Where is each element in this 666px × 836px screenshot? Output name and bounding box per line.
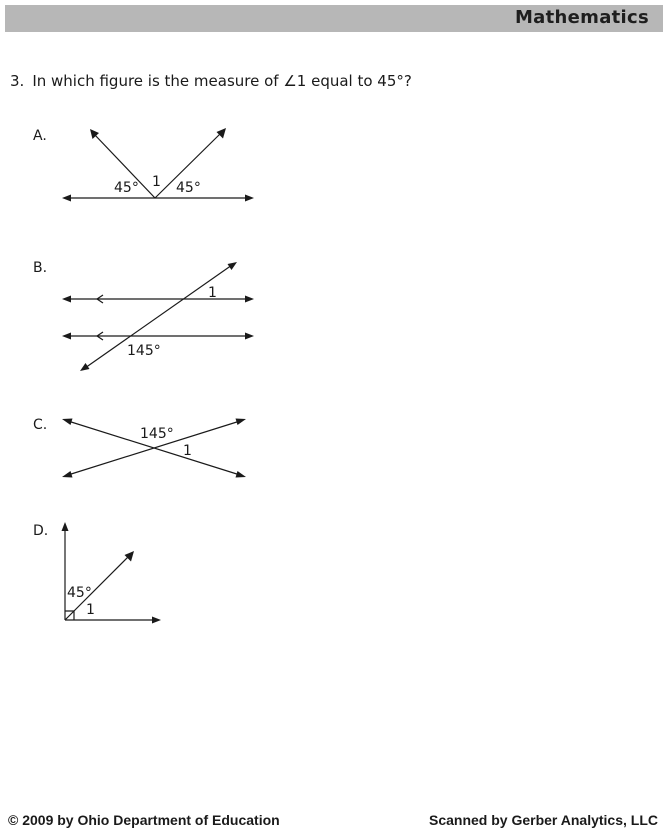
subject-title: Mathematics [514, 7, 649, 28]
figure-a-right-angle-label: 45° [176, 180, 201, 196]
figure-d-given-angle-label: 45° [67, 585, 92, 601]
figure-d-angle-1-label: 1 [86, 602, 95, 618]
question-number: 3. [10, 72, 25, 90]
choice-b-letter: B. [33, 260, 48, 276]
figure-d-arrowhead-up-right [125, 551, 135, 562]
figure-d-arrowhead-up [62, 522, 69, 531]
figure-d-arrowhead-right [152, 617, 161, 624]
choice-a-letter: A. [33, 128, 47, 144]
figure-a-angle-1-label: 1 [152, 174, 161, 190]
choice-c-letter: C. [33, 417, 48, 433]
choice-d-letter: D. [33, 523, 49, 539]
figure-b-given-angle-label: 145° [127, 343, 161, 359]
figure-c-given-angle-label: 145° [140, 426, 174, 442]
figure-a-left-angle-label: 45° [114, 180, 139, 196]
figure-b-angle-1-label: 1 [208, 285, 217, 301]
question-text: In which figure is the measure of ∠1 equal to 45°? [32, 72, 412, 90]
figure-c-angle-1-label: 1 [183, 443, 192, 459]
footer-scanner-credit: Scanned by Gerber Analytics, LLC [429, 812, 658, 828]
footer-copyright: © 2009 by Ohio Department of Education [8, 812, 280, 828]
